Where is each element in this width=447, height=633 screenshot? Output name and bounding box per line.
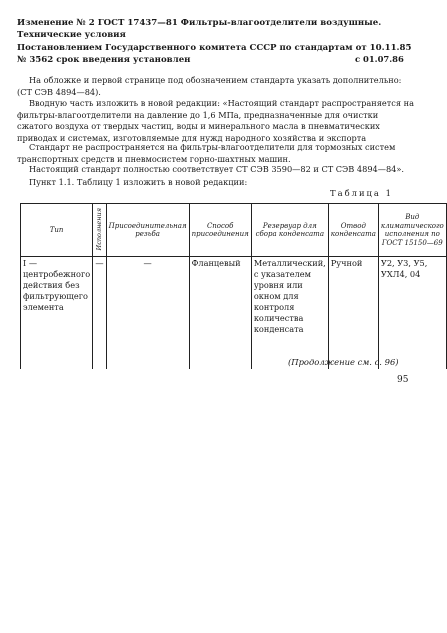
paragraph-exclusion: Стандарт не распространяется на фильтры-влагоотделители для тормозных систем транспортных средств и пневмосистем горно-шахтных машин. — [17, 142, 396, 164]
continuation-note: (Продолжение см. с. 96) — [288, 357, 399, 367]
amendment-title: Изменение № 2 ГОСТ 17437—81 Фильтры-влагоотделители воздушные. Технические условия — [17, 18, 382, 40]
cell-drain: Ручной — [328, 257, 378, 370]
paragraph-table-note: Пункт 1.1. Таблицу 1 изложить в новой редакции: — [29, 177, 248, 187]
col-thread: Присоединительная резьба — [106, 204, 189, 257]
col-drain: Отвод конденсата — [328, 204, 378, 257]
col-version: Исполнения — [93, 204, 107, 257]
paragraph-conformity: Настоящий стандарт полностью соответствует СТ СЭВ 3590—82 и СТ СЭВ 4894—84». — [29, 164, 404, 174]
table-1 — [20, 203, 447, 369]
cell-thread: — — [106, 257, 189, 370]
col-reservoir: Резервуар для сбора конденсата — [251, 204, 328, 257]
effective-date: с 01.07.86 — [355, 54, 404, 64]
cell-version: — — [93, 257, 107, 370]
cell-reservoir: Металлический, с указателем уровня или окном для контроля количества конденсата — [251, 257, 328, 370]
cell-connection: Фланцевый — [189, 257, 251, 370]
cell-climate: У2, У3, У5, УХЛ4, 04 — [378, 257, 446, 370]
decree-line: Постановлением Государственного комитета СССР по стандартам от 10.11.85 № 3562 срок введения установлен — [17, 43, 412, 65]
page-number: 95 — [397, 375, 409, 385]
col-type: Тип — [21, 204, 93, 257]
col-climate: Вид климатического исполнения по ГОСТ 15150—69 — [378, 204, 446, 257]
table-header-row — [21, 204, 447, 257]
paragraph-cover: На обложке и первой странице под обозначением стандарта указать дополнительно: (СТ СЭВ 4894—84). — [17, 75, 402, 97]
col-connection: Способ присоединения — [189, 204, 251, 257]
table-caption: Таблица 1 — [330, 188, 393, 198]
table-row — [21, 257, 447, 370]
paragraph-intro: Вводную часть изложить в новой редакции: «Настоящий стандарт распространяется на фильтры-влагоотделители на давление до 1,6 МПа, предназначенные для очистки сжатого воздуха от твердых частиц, воды и минерального масла в пневматических приводах и системах, изготовляемые для нужд народного хозяйства и экспорта — [17, 98, 414, 143]
cell-type: I — центробежного действия без фильтрующего элемента — [21, 257, 93, 370]
